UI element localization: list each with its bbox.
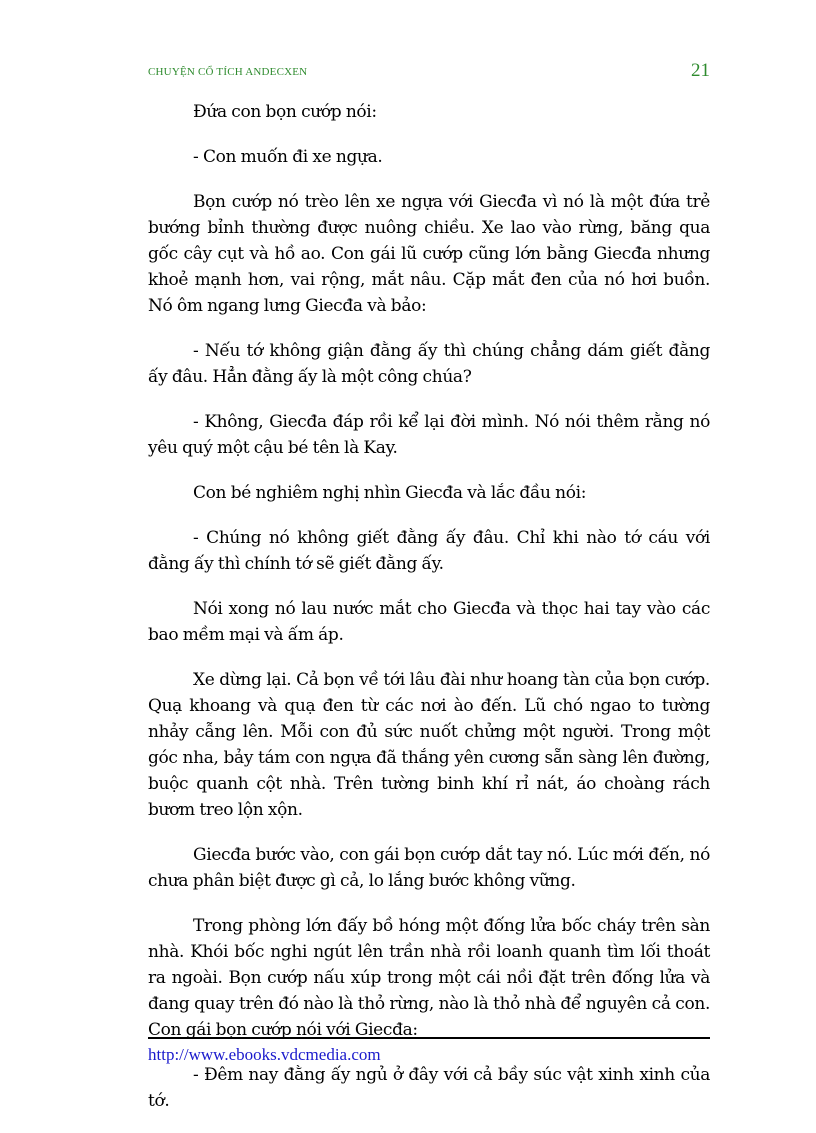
footer-website-link[interactable]: http://www.ebooks.vdcmedia.com [148,1045,381,1064]
body-text [148,99,710,1133]
paragraph: - Đêm nay đằng ấy ngủ ở đây với cả bầy súc vật xinh xinh của tớ. [148,1065,710,1111]
paragraph: - Chúng nó không giết đằng ấy đâu. Chỉ khi nào tớ cáu với đằng ấy thì chính tớ sẽ giết đằng ấy. [148,528,710,574]
paragraph: - Con muốn đi xe ngựa. [193,147,383,167]
paragraph: Nói xong nó lau nước mắt cho Giecđa và thọc hai tay vào các bao mềm mại và ấm áp. [148,599,710,645]
footer-divider [148,1037,710,1039]
paragraph: Bọn cướp nó trèo lên xe ngựa với Giecđa vì nó là một đứa trẻ bướng bỉnh thường được nuông chiều. Xe lao vào rừng, băng qua gốc cây cụt và hồ ao. Con gái lũ cướp cũng lớn bằng Giecđa nhưng khoẻ mạnh hơn, vai rộng, mắt nâu. Cặp mắt đen của nó hơi buồn. Nó ôm ngang lưng Giecđa và bảo: [148,192,710,316]
paragraph: Xe dừng lại. Cả bọn về tới lâu đài như hoang tàn của bọn cướp. Quạ khoang và quạ đen từ các nơi ào đến. Lũ chó ngao to tường nhảy cẫng lên. Mỗi con đủ sức nuốt chửng một người. Trong một góc nha, bảy tám con ngựa đã thắng yên cương sẵn sàng lên đường, buộc quanh cột nhà. Trên tường binh khí rỉ nát, áo choàng rách bươm treo lộn xộn. [148,670,710,820]
paragraph: Giecđa bước vào, con gái bọn cướp dắt tay nó. Lúc mới đến, nó chưa phân biệt được gì cả, lo lắng bước không vững. [148,845,710,891]
paragraph: Đứa con bọn cướp nói: [193,102,377,122]
paragraph: - Không, Giecđa đáp rồi kể lại đời mình. Nó nói thêm rằng nó yêu quý một cậu bé tên là Kay. [148,412,710,458]
running-title: CHUYỆN CỔ TÍCH ANDECXEN [148,66,308,78]
paragraph: - Nếu tớ không giận đằng ấy thì chúng chẳng dám giết đằng ấy đâu. Hẳn đằng ấy là một công chúa? [148,341,710,387]
paragraph: Trong phòng lớn đấy bồ hóng một đống lửa bốc cháy trên sàn nhà. Khói bốc nghi ngút lên trần nhà rồi loanh quanh tìm lối thoát ra ngoài. Bọn cướp nấu xúp trong một cái nồi đặt trên đống lửa và đang quay trên đó nào là thỏ rừng, nào là thỏ nhà để nguyên cả con. Con gái bọn cướp nói với Giecđa: [148,916,710,1040]
page-number: 21 [691,60,710,81]
page-header [148,60,710,84]
paragraph: Con bé nghiêm nghị nhìn Giecđa và lắc đầu nói: [193,483,587,503]
